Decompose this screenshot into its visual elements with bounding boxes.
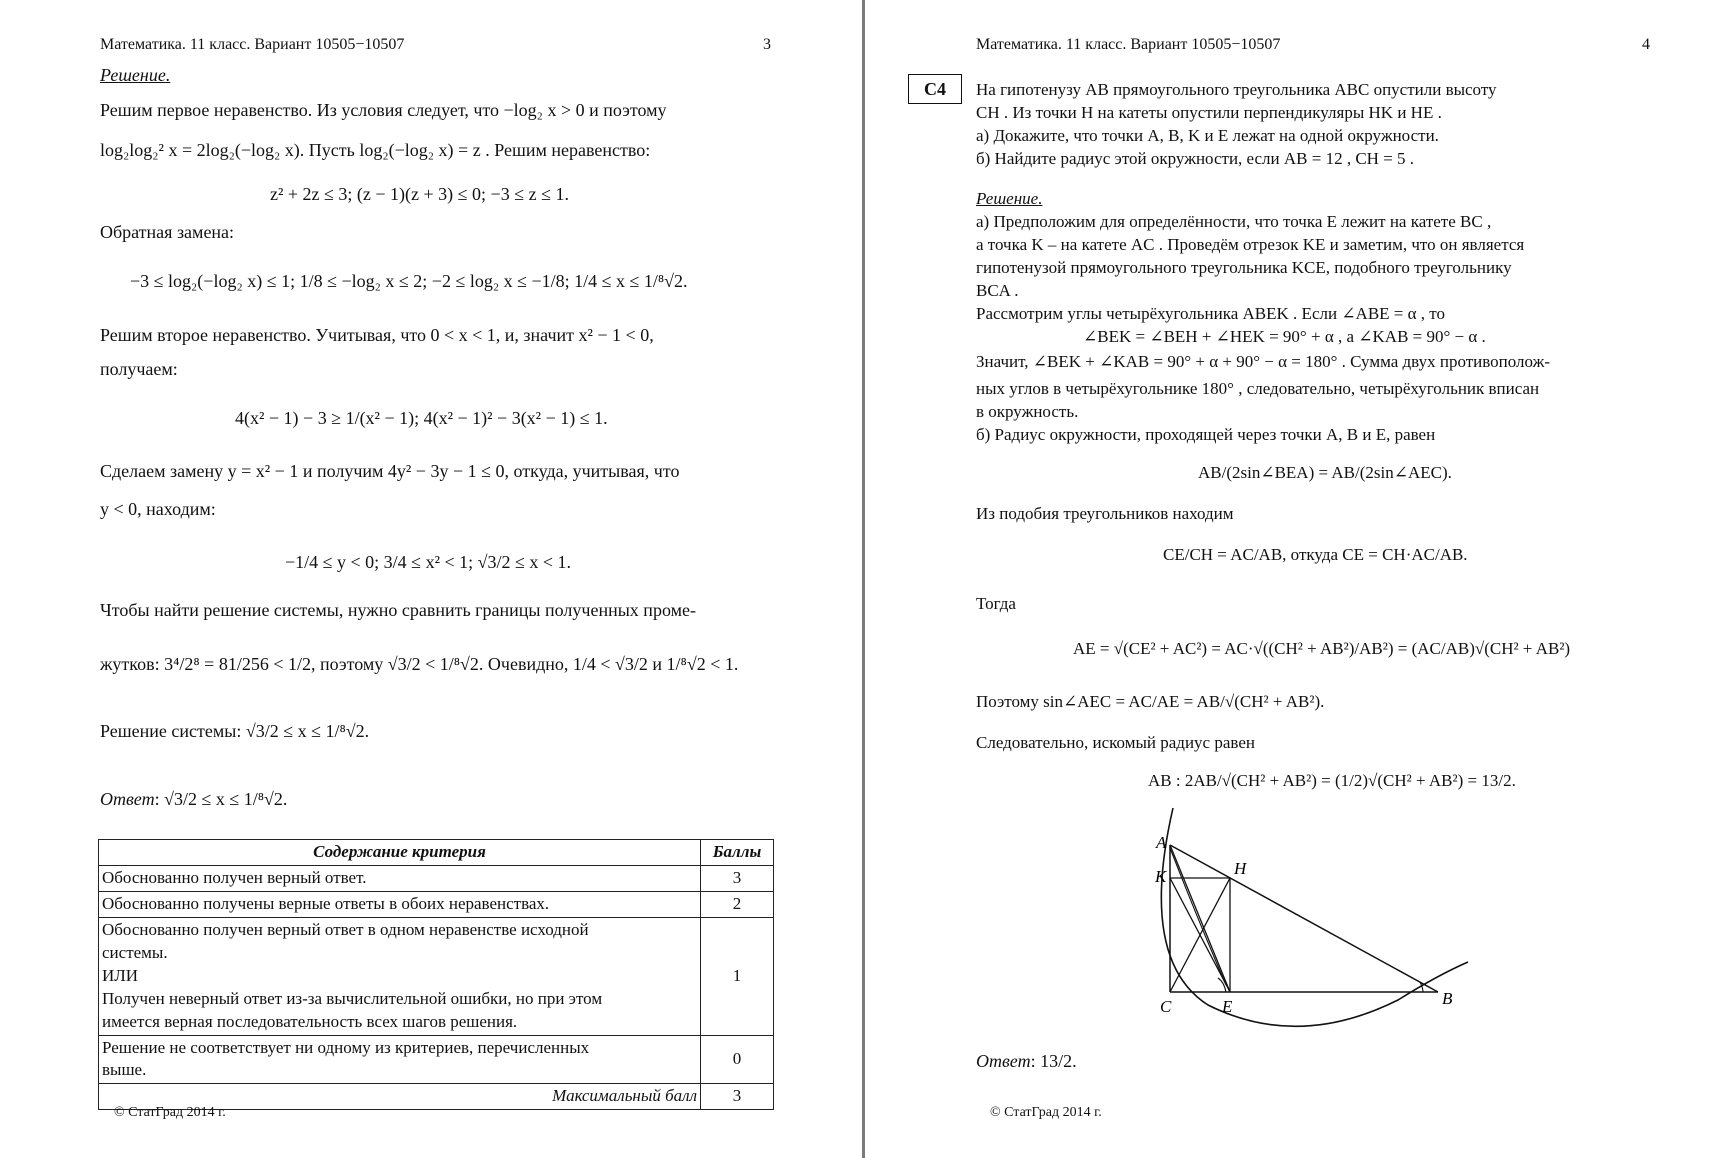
solution-line-5: Рассмотрим углы четырёхугольника ABEK . Если ∠ABE = α , то xyxy=(976,304,1446,323)
solution-line-8: ных углов в четырёхугольнике 180° , следовательно, четырёхугольник вписан xyxy=(976,379,1540,398)
left-page-number: 3 xyxy=(763,36,771,53)
segment-ae xyxy=(1170,845,1230,992)
left-formula-3: 4(x² − 1) − 3 ≥ 1/(x² − 1); 4(x² − 1)² − 3(x² − 1) ≤ 1. xyxy=(235,408,608,428)
solution-line-14: Следовательно, искомый радиус равен xyxy=(976,733,1255,752)
solution-line-13: Поэтому sin∠AEC = AC/AE = AB/√(CH² + AB²). xyxy=(976,692,1325,711)
table-row xyxy=(99,891,774,917)
triangle-figure xyxy=(1138,800,1478,1040)
left-paragraph-4b: y < 0, находим: xyxy=(100,499,216,519)
criterion-line: имеется верная последовательность всех шагов решения. xyxy=(102,1011,518,1031)
hypotenuse-ab xyxy=(1170,845,1438,992)
point-label-c: C xyxy=(1160,997,1172,1016)
left-header-title: Математика. 11 класс. Вариант 10505−10507 xyxy=(100,36,405,53)
formula-similarity: CE/CH = AC/AB, откуда CE = CH·AC/AB. xyxy=(1163,545,1468,564)
max-score-label: Максимальный балл xyxy=(99,1084,701,1110)
col-points-header: Баллы xyxy=(701,840,774,866)
formula-radius-sine: AB/(2sin∠BEA) = AB/(2sin∠AEC). xyxy=(1198,463,1452,482)
page-divider xyxy=(862,0,865,1158)
criterion-line: Обоснованно получен верный ответ в одном неравенстве исходной xyxy=(102,919,589,939)
left-paragraph-3a: Решим второе неравенство. Учитывая, что 0 < x < 1, и, значит x² − 1 < 0, xyxy=(100,325,654,345)
criterion-cell xyxy=(99,917,701,1035)
right-page xyxy=(868,0,1725,1158)
left-paragraph-1a: Решим первое неравенство. Из условия следует, что −log₂ x > 0 и поэтому xyxy=(100,100,667,120)
solution-line-1: а) Предположим для определённости, что точка E лежит на катете BC , xyxy=(976,212,1492,231)
right-page-number: 4 xyxy=(1642,36,1650,53)
points-cell: 0 xyxy=(701,1035,774,1084)
task-line-1: На гипотенузу AB прямоугольного треугольника ABC опустили высоту xyxy=(976,80,1497,99)
right-footer: © СтатГрад 2014 г. xyxy=(990,1105,1102,1120)
solution-line-2: а точка K – на катете AC . Проведём отрезок KE и заметим, что он является xyxy=(976,235,1525,254)
solution-line-11: Из подобия треугольников находим xyxy=(976,504,1234,523)
point-label-b: B xyxy=(1442,989,1453,1008)
left-paragraph-2: Обратная замена: xyxy=(100,222,235,242)
solution-line-4: BCA . xyxy=(976,281,1019,300)
right-answer: Ответ: 13/2. xyxy=(976,1051,1077,1071)
left-paragraph-1b: log₂log₂² x = 2log₂(−log₂ x). Пусть log₂(−log₂ x) = z . Решим неравенство: xyxy=(100,140,651,160)
points-cell: 1 xyxy=(701,917,774,1035)
task-label-box: C4 xyxy=(908,74,962,104)
solution-line-3: гипотенузой прямоугольного треугольника KCE, подобного треугольнику xyxy=(976,258,1512,277)
left-page xyxy=(0,0,862,1158)
right-answer-label: Ответ xyxy=(976,1051,1031,1071)
criterion-cell: Обоснованно получен верный ответ. xyxy=(99,865,701,891)
left-formula-4: −1/4 ≤ y < 0; 3/4 ≤ x² < 1; √3/2 ≤ x < 1. xyxy=(285,552,572,572)
right-solution-heading: Решение. xyxy=(976,189,1043,208)
points-cell: 3 xyxy=(701,865,774,891)
table-row xyxy=(99,917,774,1035)
left-answer-label: Ответ xyxy=(100,789,155,809)
point-label-k: K xyxy=(1155,867,1167,886)
left-formula-2: −3 ≤ log₂(−log₂ x) ≤ 1; 1/8 ≤ −log₂ x ≤ 2; −2 ≤ log₂ x ≤ −1/8; 1/4 ≤ x ≤ 1/⁸√2. xyxy=(130,271,688,291)
criterion-cell xyxy=(99,1035,701,1084)
criterion-line: выше. xyxy=(102,1060,147,1080)
left-answer-value: √3/2 ≤ x ≤ 1/⁸√2. xyxy=(164,789,288,809)
left-footer: © СтатГрад 2014 г. xyxy=(114,1105,226,1120)
solution-line-10: б) Радиус окружности, проходящей через точки A, B и E, равен xyxy=(976,425,1436,444)
left-paragraph-4a: Сделаем замену y = x² − 1 и получим 4y² − 3y − 1 ≤ 0, откуда, учитывая, что xyxy=(100,461,680,481)
task-part-b: б) Найдите радиус этой окружности, если AB = 12 , CH = 5 . xyxy=(976,149,1415,168)
points-cell: 2 xyxy=(701,891,774,917)
formula-ae: AE = √(CE² + AC²) = AC·√((CH² + AB²)/AB²) = (AC/AB)√(CH² + AB²) xyxy=(1073,639,1571,658)
circle-arc xyxy=(1161,808,1468,1026)
right-header-title: Математика. 11 класс. Вариант 10505−10507 xyxy=(976,36,1281,53)
table-row xyxy=(99,865,774,891)
task-line-2: CH . Из точки H на катеты опустили перпендикуляры HK и HE . xyxy=(976,103,1442,122)
formula-radius-result: AB : 2AB/√(CH² + AB²) = (1/2)√(CH² + AB²) = 13/2. xyxy=(1148,771,1516,790)
right-answer-value: 13/2. xyxy=(1040,1051,1077,1071)
left-answer: Ответ: √3/2 ≤ x ≤ 1/⁸√2. xyxy=(100,789,288,809)
solution-line-9: в окружность. xyxy=(976,402,1079,421)
table-row xyxy=(99,1035,774,1084)
criterion-line: ИЛИ xyxy=(102,965,139,985)
criterion-cell: Обоснованно получены верные ответы в обоих неравенствах. xyxy=(99,891,701,917)
criterion-line: Получен неверный ответ из-за вычислительной ошибки, но при этом xyxy=(102,988,603,1008)
left-paragraph-3b: получаем: xyxy=(100,359,178,379)
col-criterion-header: Содержание критерия xyxy=(99,840,701,866)
point-label-a: A xyxy=(1156,833,1167,852)
left-formula-1: z² + 2z ≤ 3; (z − 1)(z + 3) ≤ 0; −3 ≤ z ≤ 1. xyxy=(270,184,569,204)
criterion-line: системы. xyxy=(102,942,168,962)
point-label-e: E xyxy=(1222,997,1233,1016)
solution-line-12: Тогда xyxy=(976,594,1016,613)
table-header-row xyxy=(99,840,774,866)
arc-ka xyxy=(1170,848,1226,985)
task-part-a: а) Докажите, что точки A, B, K и E лежат на одной окружности. xyxy=(976,126,1439,145)
left-solution-heading: Решение. xyxy=(100,65,171,85)
point-label-h: H xyxy=(1234,859,1247,878)
solution-line-6: ∠BEK = ∠BEH + ∠HEK = 90° + α , а ∠KAB = 90° − α . xyxy=(1083,327,1486,346)
criteria-table xyxy=(98,839,774,1110)
solution-line-7: Значит, ∠BEK + ∠KAB = 90° + α + 90° − α = 180° . Сумма двух противополож- xyxy=(976,352,1551,371)
criterion-line: Решение не соответствует ни одному из критериев, перечисленных xyxy=(102,1037,590,1057)
max-score-value: 3 xyxy=(701,1084,774,1110)
left-paragraph-6: Решение системы: √3/2 ≤ x ≤ 1/⁸√2. xyxy=(100,721,370,741)
left-paragraph-5a: Чтобы найти решение системы, нужно сравнить границы полученных проме- xyxy=(100,600,696,620)
left-paragraph-5b: жутков: 3⁴/2⁸ = 81/256 < 1/2, поэтому √3/2 < 1/⁸√2. Очевидно, 1/4 < √3/2 и 1/⁸√2 < 1. xyxy=(100,654,739,674)
